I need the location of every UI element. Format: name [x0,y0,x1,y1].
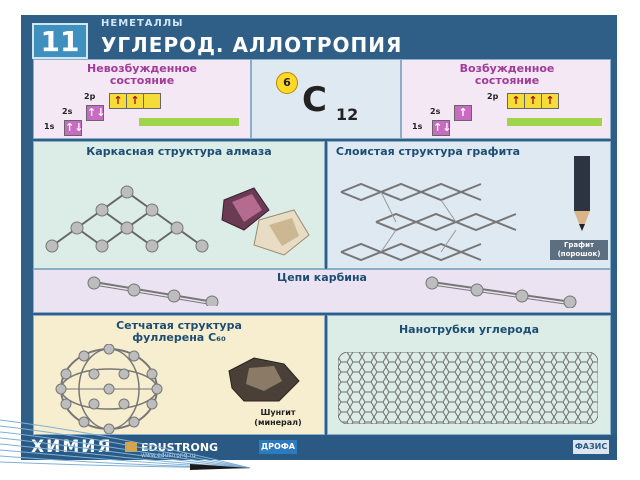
orbital-2s-cell: ↑ [454,105,472,121]
carbyne-chain-left [84,276,224,306]
shungite-mineral-image [224,356,304,406]
nanotubes-title: Нанотрубки углерода [398,323,540,336]
orbital-diagram [44,90,244,135]
graphite-layers [336,172,536,267]
orbital-2s-cell: ↑↓ [87,106,106,119]
orbital-2p-cell-2: ↑ [126,93,144,109]
ground-state-panel [33,59,251,139]
ground-state-title: Невозбужденное состояние [87,62,197,87]
orbital-2p-cell-1: ↑ [109,93,127,109]
element-symbol: C [302,80,327,120]
orbital-1s-cell: ↑↓ [65,121,84,134]
element-mass: 12 [336,105,359,124]
poster [21,15,617,460]
footer-logo: ФАЗИС [573,440,609,454]
partner-logo: ДРОФА [259,440,297,454]
excited-state-panel [401,59,611,139]
subject-brand: ХИМИЯ [31,437,113,457]
orbital-1s-label: 1s [44,122,55,131]
graphite-panel [327,141,611,269]
carbyne-title: Цепи карбина [277,271,367,284]
orbital-2p-label: 2p [487,92,499,101]
graphite-caption: Графит (порошок) [550,240,608,260]
orbital-shelf [507,118,602,126]
ribbon-decoration [0,400,260,470]
publisher-website: www.edustrong.ru [141,452,196,459]
diamond-lattice [42,182,212,262]
orbital-2p-cell-3 [143,93,161,109]
nanotube-mesh [338,352,598,424]
orbital-2p-label: 2p [84,92,96,101]
orbital-1s-cell: ↑↓ [433,121,452,134]
orbital-2s-label: 2s [62,107,73,116]
orbital-diagram-excited [412,90,612,135]
graphite-title: Слоистая структура графита [335,145,521,158]
fullerene-caption: Шунгит (минерал) [254,408,302,427]
carbyne-panel [33,269,611,313]
orbital-2p-cell-2: ↑ [524,93,542,109]
orbital-1s-label: 1s [412,122,423,131]
nanotubes-panel [327,315,611,435]
orbital-shelf [139,118,239,126]
element-panel [251,59,401,139]
poster-title: УГЛЕРОД. АЛЛОТРОПИЯ [101,33,403,57]
poster-header [21,15,617,65]
fullerene-title: Сетчатая структура фуллерена C₆₀ [116,319,242,344]
category-label: НЕМЕТАЛЛЫ [101,18,184,29]
diamond-panel [33,141,325,269]
orbital-2p-cell-3: ↑ [541,93,559,109]
diamond-title: Каркасная структура алмаза [86,145,272,158]
chapter-number: 11 [32,23,88,59]
orbital-2p-cell-1: ↑ [507,93,525,109]
orbital-2s-label: 2s [430,107,441,116]
pencil-icon [566,156,596,236]
diamond-crystal-image [214,180,314,260]
publisher-name: EDUSTRONG [141,441,219,454]
carbyne-chain-right [422,276,582,308]
excited-state-title: Возбужденное состояние [459,62,555,87]
atomic-number-badge: 6 [276,72,298,94]
